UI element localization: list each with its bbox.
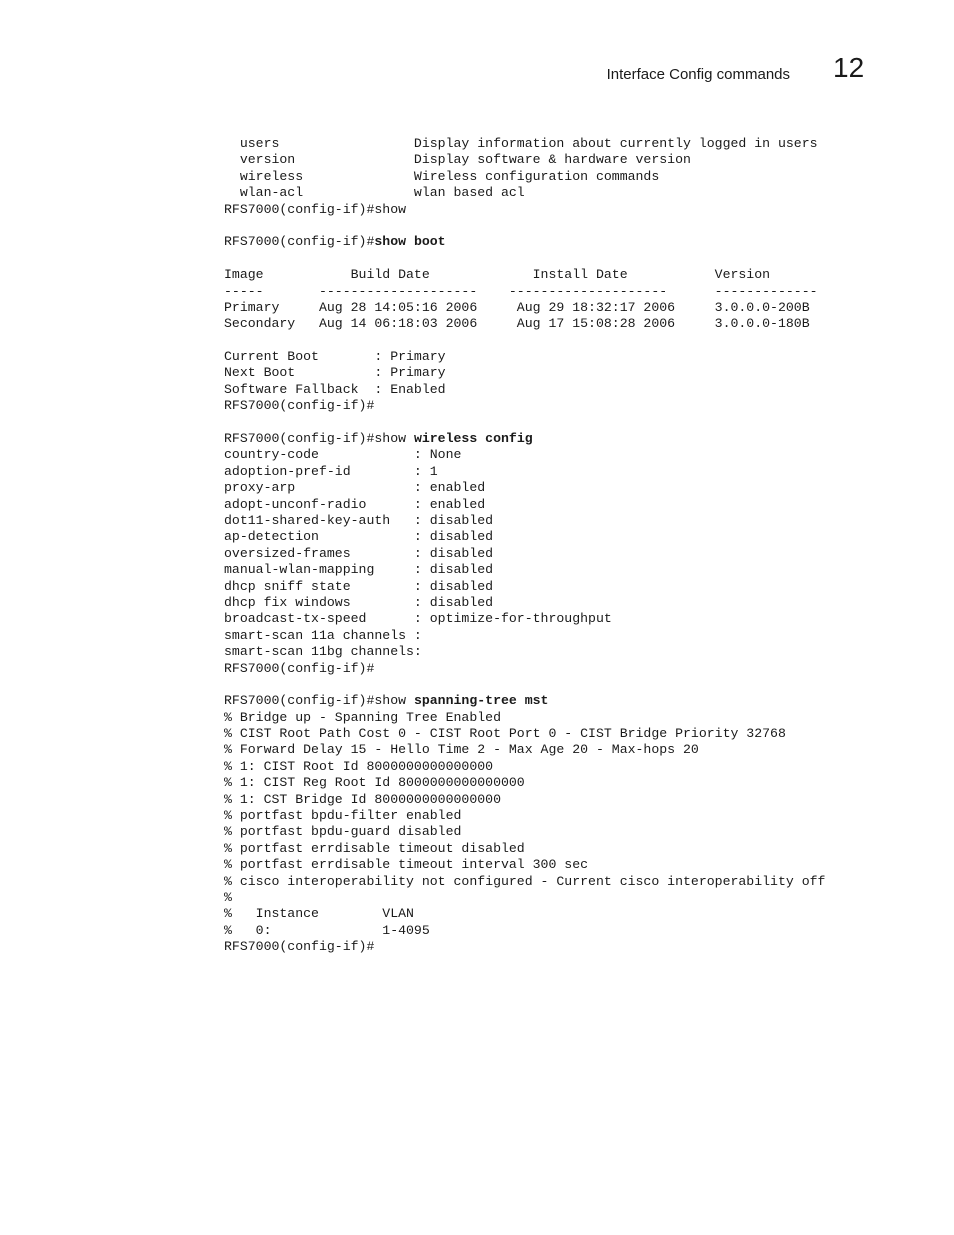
code-line-text: % CIST Root Path Cost 0 - CIST Root Port 0 - CIST Bridge Priority 32768 — [224, 726, 786, 742]
code-line-text: RFS7000(config-if)#show — [224, 693, 414, 709]
code-line-text: ----- -------------------- -------------------- ------------- — [224, 283, 818, 299]
code-line — [224, 923, 825, 939]
code-line-text: smart-scan 11a channels : — [224, 627, 422, 643]
code-line-text: broadcast-tx-speed : optimize-for-throughput — [224, 611, 612, 627]
code-line — [224, 906, 825, 922]
code-line — [224, 136, 825, 152]
code-line — [224, 775, 825, 791]
code-command-bold: spanning-tree mst — [413, 693, 549, 709]
code-line — [224, 382, 825, 398]
code-line — [224, 284, 825, 300]
code-line-text: % Forward Delay 15 - Hello Time 2 - Max Age 20 - Max-hops 20 — [224, 742, 699, 758]
code-line-text: users Display information about currently logged in users — [224, 136, 818, 151]
code-line — [224, 792, 825, 808]
code-line — [224, 939, 825, 955]
code-line-text: % 0: 1-4095 — [224, 922, 430, 938]
code-line-text: Secondary Aug 14 06:18:03 2006 Aug 17 15:08:28 2006 3.0.0.0-180B — [224, 316, 810, 332]
code-line-text: % 1: CIST Root Id 8000000000000000 — [224, 758, 494, 774]
code-line-text: wireless Wireless configuration commands — [224, 168, 660, 184]
code-line — [224, 595, 825, 611]
code-line — [224, 480, 825, 496]
code-line — [224, 841, 825, 857]
code-line-text: dot11-shared-key-auth : disabled — [224, 512, 494, 528]
code-line-text: version Display software & hardware version — [224, 152, 691, 168]
code-line-text: RFS7000(config-if)#show — [224, 431, 414, 447]
code-line-text: RFS7000(config-if)# — [224, 660, 375, 676]
chapter-number: 12 — [833, 52, 865, 83]
code-line-text: wlan-acl wlan based acl — [224, 185, 525, 201]
code-line — [224, 693, 825, 709]
code-line-text: adopt-unconf-radio : enabled — [224, 496, 486, 512]
code-line-text: % cisco interoperability not configured - Current cisco interoperability off — [224, 873, 826, 889]
code-line-text: RFS7000(config-if)#show — [224, 201, 407, 217]
section-title: Interface Config commands — [606, 66, 790, 83]
code-line — [224, 169, 825, 185]
code-line — [224, 152, 825, 168]
code-line — [224, 611, 825, 627]
code-line — [224, 365, 825, 381]
code-command-bold: wireless config — [413, 431, 533, 447]
code-line — [224, 513, 825, 529]
code-line — [224, 628, 825, 644]
code-line — [224, 742, 825, 758]
code-line — [224, 759, 825, 775]
code-line-text: dhcp fix windows : disabled — [224, 594, 494, 610]
code-line — [224, 218, 825, 234]
code-line — [224, 333, 825, 349]
code-line-text: % portfast bpdu-guard disabled — [224, 824, 462, 840]
code-line — [224, 415, 825, 431]
code-line — [224, 874, 825, 890]
code-line — [224, 398, 825, 414]
code-line-text: % 1: CIST Reg Root Id 8000000000000000 — [224, 775, 525, 791]
code-line-text: RFS7000(config-if)# — [224, 234, 375, 250]
code-line — [224, 316, 825, 332]
code-line-text: % Instance VLAN — [224, 906, 414, 922]
code-line-text: ap-detection : disabled — [224, 529, 494, 545]
code-line — [224, 808, 825, 824]
code-line-text: proxy-arp : enabled — [224, 480, 486, 496]
code-command-bold: show boot — [374, 234, 446, 250]
code-line-text: RFS7000(config-if)# — [224, 939, 375, 955]
code-line — [224, 464, 825, 480]
code-line — [224, 710, 825, 726]
code-line — [224, 857, 825, 873]
code-line-text: country-code : None — [224, 447, 462, 463]
code-line-text: % 1: CST Bridge Id 8000000000000000 — [224, 791, 501, 807]
code-line-text: % portfast errdisable timeout disabled — [224, 840, 525, 856]
code-line — [224, 644, 825, 660]
code-line — [224, 497, 825, 513]
code-line-text: dhcp sniff state : disabled — [224, 578, 494, 594]
code-line — [224, 349, 825, 365]
code-line-text: RFS7000(config-if)# — [224, 398, 375, 414]
code-line — [224, 251, 825, 267]
code-line-text: Primary Aug 28 14:05:16 2006 Aug 29 18:32:17 2006 3.0.0.0-200B — [224, 299, 810, 315]
code-line — [224, 529, 825, 545]
code-line-text: % portfast errdisable timeout interval 300 sec — [224, 857, 589, 873]
code-line — [224, 447, 825, 463]
code-line — [224, 579, 825, 595]
code-line-text: Software Fallback : Enabled — [224, 381, 446, 397]
code-line-text: smart-scan 11bg channels: — [224, 644, 422, 660]
code-line — [224, 202, 825, 218]
code-line-text: oversized-frames : disabled — [224, 545, 494, 561]
code-line — [224, 726, 825, 742]
code-line-text: Next Boot : Primary — [224, 365, 446, 381]
code-line — [224, 562, 825, 578]
code-line — [224, 267, 825, 283]
code-line — [224, 677, 825, 693]
code-line — [224, 661, 825, 677]
code-line-text: adoption-pref-id : 1 — [224, 463, 438, 479]
code-line-text: % — [224, 889, 232, 905]
code-line — [224, 890, 825, 906]
code-line — [224, 185, 825, 201]
cli-output-block — [224, 136, 825, 956]
code-line — [224, 431, 825, 447]
code-line — [224, 824, 825, 840]
code-line-text: Current Boot : Primary — [224, 349, 446, 365]
code-line — [224, 546, 825, 562]
code-line-text: Image Build Date Install Date Version — [224, 267, 771, 283]
code-line — [224, 300, 825, 316]
code-line-text: manual-wlan-mapping : disabled — [224, 562, 494, 578]
code-line — [224, 234, 825, 250]
code-line-text: % portfast bpdu-filter enabled — [224, 808, 462, 824]
code-line-text: % Bridge up - Spanning Tree Enabled — [224, 709, 501, 725]
